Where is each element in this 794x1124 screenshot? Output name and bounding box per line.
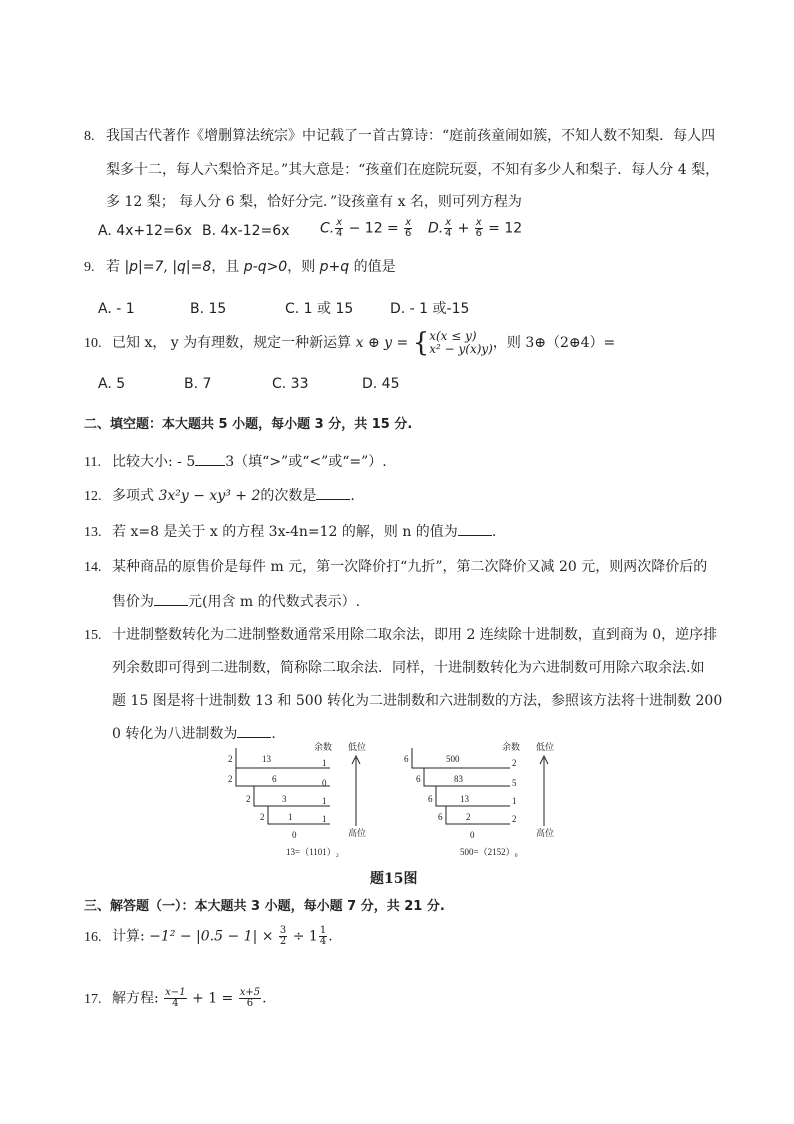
q17: 17. 解方程: $\frac{x-1}{4}$ + 1 = $\frac{x+5}{6}$ . — [84, 987, 267, 1009]
quotient: 0 — [470, 830, 475, 840]
answer-blank — [154, 591, 188, 606]
q9-option-a: A. - 1 — [98, 301, 135, 317]
frac: $\frac{x}{4}$ — [445, 217, 452, 239]
q9-option-c: C. 1 或 15 — [285, 301, 354, 317]
divisor-label: 6 — [438, 812, 443, 822]
senary-caption: 500=（2152）₆ — [460, 847, 518, 857]
q12: 12. 多项式 3x²y − xy³ + 2的次数是 . — [84, 485, 355, 506]
q16-number: 16. — [84, 929, 102, 945]
q8-number: 8. — [84, 129, 95, 144]
q15-number: 15. — [84, 628, 102, 643]
dividend: 500 — [446, 754, 460, 764]
q10-number: 10. — [84, 336, 102, 351]
frac: $\frac{x-1}{4}$ — [165, 987, 186, 1009]
q16: 16. 计算: −1² − |0.5 − 1| × $\frac{3}{2}$ ÷ 1 $\frac{1}{4}$ . — [84, 925, 333, 947]
remainder: 1 — [512, 796, 517, 806]
q13: 13. 若 x=8 是关于 x 的方程 3x-4n=12 的解，则 n 的值为 . — [84, 521, 496, 542]
q8-text-1: 我国古代著作《增删算法统宗》中记载了一首古算诗：“庭前孩童闹如簇，不知人数不知梨．每人四 — [106, 128, 716, 144]
remainder: 1 — [322, 796, 327, 806]
low-position-label: 低位 — [536, 742, 555, 752]
frac: $\frac{x}{6}$ — [475, 217, 482, 239]
q8-option-c: C. $\frac{x}{4}$ − 12 = $\frac{x}{6}$ — [320, 217, 412, 239]
frac: $\frac{x}{4}$ — [336, 217, 343, 239]
q14-line2: 售价为 元(用含 m 的代数式表示）. — [112, 591, 360, 611]
division-bracket — [268, 806, 330, 824]
q8-line1 — [84, 127, 715, 146]
divisor-label: 6 — [428, 794, 433, 804]
high-position-label: 高位 — [348, 828, 367, 838]
dividend: 13 — [262, 754, 271, 764]
remainder: 1 — [322, 758, 327, 768]
divisor-label: 2 — [228, 774, 233, 784]
divisor-label: 2 — [260, 812, 265, 822]
divisor-label: 6 — [416, 774, 421, 784]
low-position-label: 低位 — [348, 742, 367, 752]
divisor-label: 2 — [228, 754, 233, 764]
q15-line1: 15. 十进制整数转化为二进制整数通常采用除二取余法，即用 2 连续除十进制数，直到商为 0，逆序排 — [84, 627, 718, 643]
divisor-label: 6 — [404, 754, 409, 764]
q8-text-2: 梨多十二，每人六梨恰齐足。”其大意是：“孩童们在庭院玩耍，不知有多少人和梨子．每人分 4 梨， — [106, 162, 720, 178]
figure-15-title: 题15图 — [370, 871, 418, 887]
q13-number: 13. — [84, 525, 102, 540]
q15-line4: 0 转化为八进制数为 . — [112, 723, 276, 743]
q10-stem: 10. 已知 x， y 为有理数，规定一种新运算 x ⊕ y = { x(x ≤ y) x² − y(x)y) ，则 3⊕（2⊕4）= — [84, 328, 616, 358]
senary-division-ladder — [404, 741, 554, 857]
answer-blank — [195, 451, 225, 466]
q8-text-3: 多 12 梨； 每人分 6 梨，恰好分完．”设孩童有 x 名，则可列方程为 — [106, 194, 522, 210]
frac: $\frac{3}{2}$ — [279, 925, 287, 947]
quotient: 2 — [466, 812, 471, 822]
q8-line2 — [106, 161, 719, 179]
q15-line2: 列余数即可得到二进制数，简称除二取余法．同样，十进制数转化为六进制数可用除六取余法.如 — [112, 660, 705, 676]
answer-blank — [458, 521, 492, 536]
binary-caption: 13=（1101）₂ — [286, 847, 339, 857]
remainder: 2 — [512, 758, 517, 768]
quotient: 3 — [282, 794, 287, 804]
binary-division-ladder — [228, 741, 366, 857]
q8-option-b: B. 4x-12=6x — [202, 223, 290, 239]
brace-icon: { — [412, 328, 430, 358]
figure-15-division-diagram — [220, 738, 600, 860]
q10-option-d: D. 45 — [362, 376, 400, 392]
q8-option-a: A. 4x+12=6x — [98, 223, 192, 239]
q10-cases: x(x ≤ y) x² − y(x)y) — [429, 329, 493, 356]
section-3-heading: 三、解答题（一）：本大题共 3 小题，每小题 7 分，共 21 分. — [84, 899, 445, 914]
q8-line3 — [106, 193, 522, 211]
division-bracket — [236, 768, 330, 786]
remainder: 2 — [512, 814, 517, 824]
q9-stem: 9. 若 |p|=7, |q|=8，且 p-q>0，则 p+q 的值是 — [84, 259, 396, 275]
q14-number: 14. — [84, 560, 102, 575]
remainder-header: 余数 — [314, 742, 333, 752]
q15-line3: 题 15 图是将十进制数 13 和 500 转化为二进制数和六进制数的方法，参照该方法将十进制数 200 — [112, 693, 723, 709]
frac: $\frac{1}{4}$ — [319, 925, 327, 947]
answer-blank — [237, 723, 271, 738]
q8-option-d: D. $\frac{x}{4}$ + $\frac{x}{6}$ = 12 — [428, 217, 523, 239]
division-bracket — [436, 786, 510, 806]
q11: 11. 比较大小: - 5 3（填“>”或“<”或“=”）. — [84, 451, 387, 472]
q10-option-b: B. 7 — [184, 376, 212, 392]
remainder-header: 余数 — [502, 742, 521, 752]
q9-option-b: B. 15 — [190, 301, 227, 317]
q12-number: 12. — [84, 489, 102, 504]
quotient: 13 — [460, 794, 469, 804]
divisor-label: 2 — [246, 794, 251, 804]
quotient: 83 — [454, 774, 463, 784]
quotient: 0 — [292, 830, 297, 840]
q11-number: 11. — [84, 455, 101, 470]
remainder: 0 — [322, 778, 327, 788]
q14-line1: 14. 某种商品的原售价是每件 m 元，第一次降价打“九折”，第二次降价又减 20 元，则两次降价后的 — [84, 559, 708, 575]
high-position-label: 高位 — [536, 828, 555, 838]
frac: $\frac{x}{6}$ — [405, 217, 412, 239]
division-bracket — [254, 786, 330, 806]
remainder: 5 — [512, 778, 517, 788]
q9-number: 9. — [84, 260, 95, 275]
division-bracket — [412, 748, 510, 768]
division-bracket — [446, 806, 510, 824]
section-2-heading: 二、填空题：本大题共 5 小题，每小题 3 分，共 15 分. — [84, 417, 413, 432]
quotient: 1 — [288, 812, 293, 822]
division-bracket — [424, 768, 510, 786]
q10-option-a: A. 5 — [98, 376, 126, 392]
q9-option-d: D. - 1 或-15 — [390, 301, 470, 317]
quotient: 6 — [272, 774, 277, 784]
answer-blank — [316, 485, 350, 500]
frac: $\frac{x+5}{6}$ — [239, 987, 261, 1009]
q17-number: 17. — [84, 991, 102, 1007]
q10-option-c: C. 33 — [272, 376, 309, 392]
remainder: 1 — [322, 814, 327, 824]
